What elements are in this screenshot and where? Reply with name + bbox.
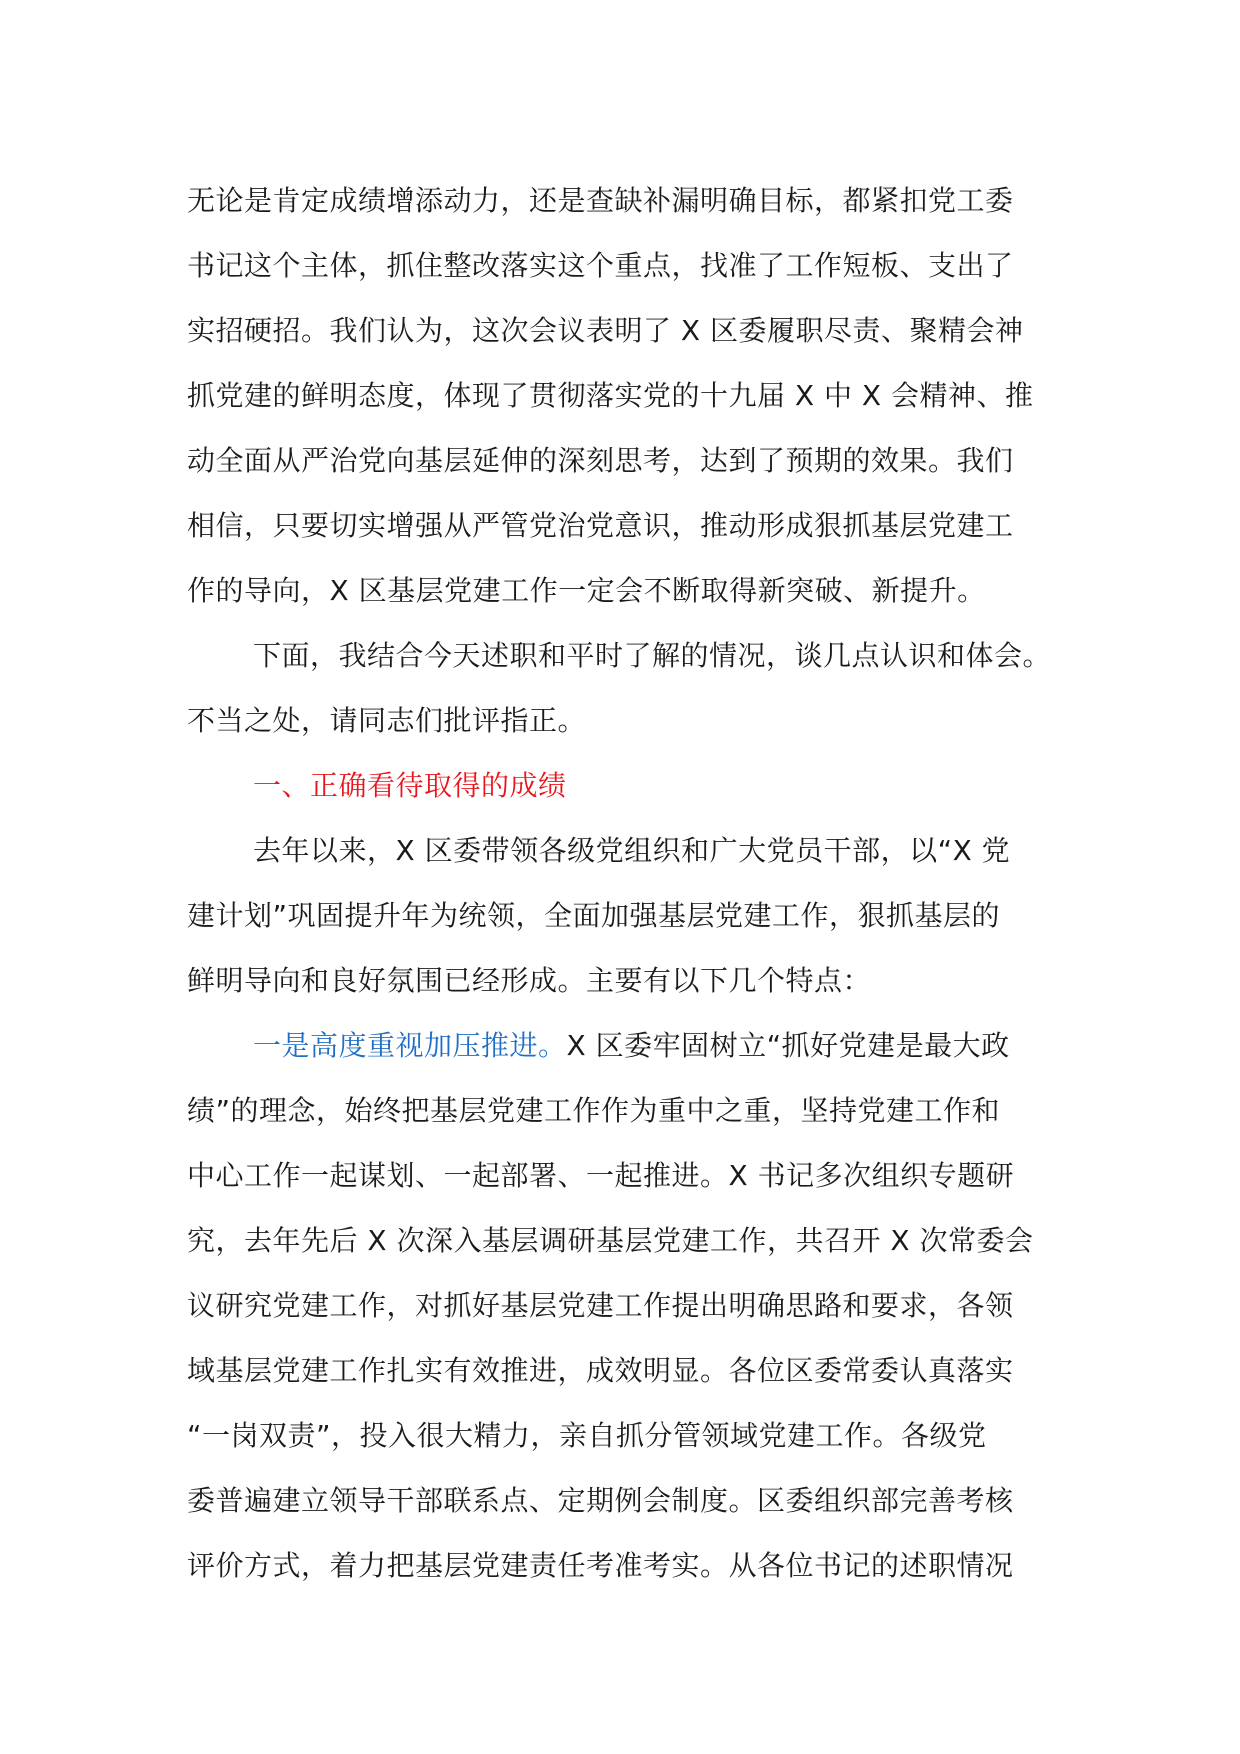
- text-line: 绩”的理念，始终把基层党建工作作为重中之重，坚持党建工作和: [187, 1094, 1001, 1127]
- point-text: X 区委牢固树立“抓好党建是最大政: [566, 1029, 1010, 1062]
- text-line: 评价方式，着力把基层党建责任考准考实。从各位书记的述职情况: [187, 1549, 1014, 1582]
- paragraph-intro: [187, 623, 1067, 753]
- text-line: 作的导向，X 区基层党建工作一定会不断取得新突破、新提升。: [187, 574, 986, 607]
- text-line: 不当之处，请同志们批评指正。: [187, 704, 587, 737]
- text-line: 鲜明导向和良好氛围已经形成。主要有以下几个特点：: [187, 964, 872, 997]
- text-line: 中心工作一起谋划、一起部署、一起推进。X 书记多次组织专题研: [187, 1159, 1015, 1192]
- text-line: 议研究党建工作，对抓好基层党建工作提出明确思路和要求，各领: [187, 1289, 1014, 1322]
- text-line: 建计划”巩固提升年为统领，全面加强基层党建工作，狠抓基层的: [187, 899, 1001, 932]
- text-line: 域基层党建工作扎实有效推进，成效明显。各位区委常委认真落实: [187, 1354, 1014, 1387]
- text-line: 去年以来，X 区委带领各级党组织和广大党员干部，以“X 党: [253, 834, 1011, 867]
- section-heading: [187, 753, 1067, 818]
- text-line: 相信，只要切实增强从严管党治党意识，推动形成狠抓基层党建工: [187, 509, 1014, 542]
- text-line: 究，去年先后 X 次深入基层调研基层党建工作，共召开 X 次常委会: [187, 1224, 1034, 1257]
- document-body: [187, 168, 1067, 1598]
- text-line: 无论是肯定成绩增添动力，还是查缺补漏明确目标，都紧扣党工委: [187, 184, 1014, 217]
- text-line: 动全面从严治党向基层延伸的深刻思考，达到了预期的效果。我们: [187, 444, 1014, 477]
- text-line: 书记这个主体，抓住整改落实这个重点，找准了工作短板、支出了: [187, 249, 1014, 282]
- text-line: 抓党建的鲜明态度，体现了贯彻落实党的十九届 X 中 X 会精神、推: [187, 379, 1034, 412]
- text-line: 下面，我结合今天述职和平时了解的情况，谈几点认识和体会。: [253, 639, 1052, 672]
- text-line: 实招硬招。我们认为，这次会议表明了 X 区委履职尽责、聚精会神: [187, 314, 1024, 347]
- paragraph-point-one: [187, 1013, 1067, 1598]
- point-lead-text: 一是高度重视加压推进。: [253, 1029, 567, 1062]
- text-line: “一岗双责”，投入很大精力，亲自抓分管领域党建工作。各级党: [187, 1419, 987, 1452]
- text-line: [187, 1013, 1067, 1078]
- paragraph-overview: [187, 818, 1067, 1013]
- section-heading-text: 一、正确看待取得的成绩: [253, 769, 567, 802]
- paragraph-continuation: [187, 168, 1067, 623]
- text-line: 委普遍建立领导干部联系点、定期例会制度。区委组织部完善考核: [187, 1484, 1014, 1517]
